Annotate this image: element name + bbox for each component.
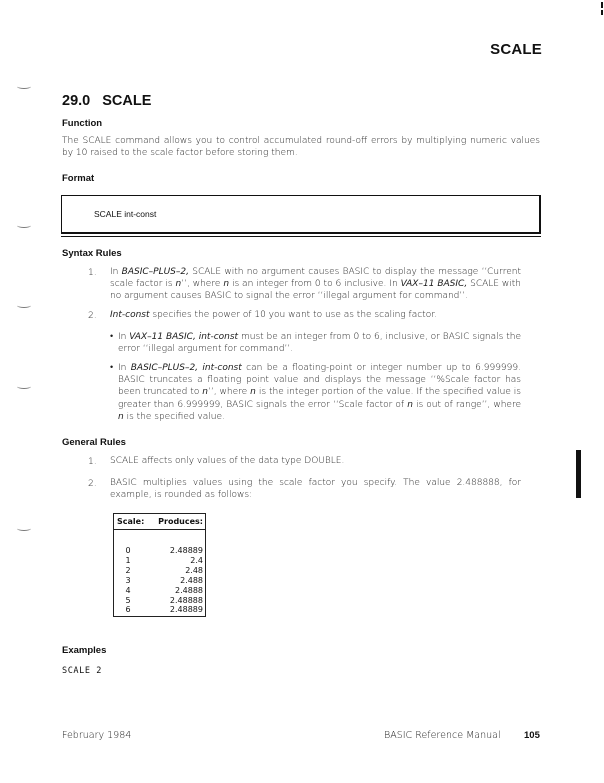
produces-value: 2.48889: [169, 546, 203, 555]
syntax-rule-number: 2.: [88, 311, 97, 321]
produces-value: 2.488: [180, 575, 203, 585]
table-row: [116, 605, 203, 615]
syntax-rule-number: 1.: [88, 268, 97, 278]
scale-value: 5: [125, 595, 131, 605]
format-heading: Format: [62, 173, 95, 184]
page-number: 105: [524, 730, 540, 741]
table-row: [116, 596, 203, 606]
punch-hole-mark: [17, 223, 31, 228]
syntax-rule-1: In BASIC–PLUS–2, SCALE with no argument causes BASIC to display the message ‘‘Current scale factor is n’’, where n is an integer from 0 to 6 inclusive. In VAX–11 BASIC, SCALE with no argument causes BASIC to signal the error ‘‘illegal argument for command’’.: [110, 267, 521, 302]
chapter-number: 29.0: [62, 93, 91, 109]
table-row: [116, 576, 203, 586]
scan-mark: [601, 10, 603, 15]
table-row: [116, 546, 203, 556]
produces-value: 2.4: [190, 555, 203, 565]
table-row: [116, 556, 203, 566]
table-row: [116, 566, 203, 576]
general-rule-number: 2.: [88, 479, 97, 489]
header-scale: Scale:: [117, 517, 145, 526]
general-rule-1: SCALE affects only values of the data type DOUBLE.: [110, 456, 345, 466]
chapter-name: SCALE: [102, 93, 152, 109]
general-rule-2: BASIC multiplies values using the scale factor you specify. The value 2.488888, for example, is rounded as follows:: [110, 478, 521, 501]
syntax-rule-2: Int-const specifies the power of 10 you want to use as the scaling factor.: [110, 310, 437, 320]
function-heading: Function: [62, 118, 103, 129]
header-produces: Produces:: [158, 517, 203, 526]
produces-value: 2.48889: [169, 605, 203, 615]
footer-manual-title: BASIC Reference Manual: [384, 730, 501, 741]
table-row: [116, 586, 203, 596]
scale-value: 4: [125, 585, 131, 595]
general-rules-heading: General Rules: [62, 437, 126, 448]
change-bar: [576, 450, 581, 498]
syntax-rules-heading: Syntax Rules: [62, 248, 122, 259]
bullet-icon: •: [110, 332, 114, 342]
syntax-rule-2-bullet-1: In VAX–11 BASIC, int-const must be an integer from 0 to 6, inclusive, or BASIC signals the error ‘‘illegal argument for command’’.: [118, 332, 521, 355]
format-syntax: SCALE int-const: [94, 209, 157, 219]
scale-table: [113, 513, 206, 617]
function-text: The SCALE command allows you to control accumulated round-off errors by multiplying numeric values by 10 raised to the scale factor before storing them.: [62, 136, 540, 159]
example-code: SCALE 2: [62, 666, 103, 676]
scale-table-header: [114, 514, 205, 530]
produces-value: 2.48888: [169, 595, 203, 605]
format-box: [61, 195, 541, 234]
produces-value: 2.48: [185, 565, 203, 575]
punch-hole-mark: [17, 384, 31, 389]
scale-table-body: [114, 530, 205, 616]
chapter-title: [62, 93, 151, 109]
punch-hole-mark: [17, 84, 31, 89]
footer-date: February 1984: [62, 730, 132, 741]
scale-value: 0: [125, 546, 131, 555]
scan-mark: [601, 2, 603, 8]
punch-hole-mark: [17, 303, 31, 308]
scale-value: 6: [125, 605, 131, 615]
produces-value: 2.4888: [175, 585, 203, 595]
scale-value: 1: [125, 555, 131, 565]
running-head: SCALE: [490, 41, 542, 58]
syntax-rule-2-bullet-2: In BASIC–PLUS–2, int-const can be a floating-point or integer number up to 6.999999. BASIC truncates a floating point value and displays the message ‘‘%Scale factor has been truncated to n’’, where n is the integer portion of the value. If the specified value is greater than 6.999999, BASIC signals the error ‘‘Scale factor of n is out of range’’, where n is the specified value.: [118, 363, 521, 422]
punch-hole-mark: [17, 526, 31, 531]
bullet-icon: •: [110, 363, 114, 373]
general-rule-number: 1.: [88, 457, 97, 467]
scale-value: 2: [125, 565, 131, 575]
examples-heading: Examples: [62, 645, 107, 656]
scale-value: 3: [125, 575, 131, 585]
